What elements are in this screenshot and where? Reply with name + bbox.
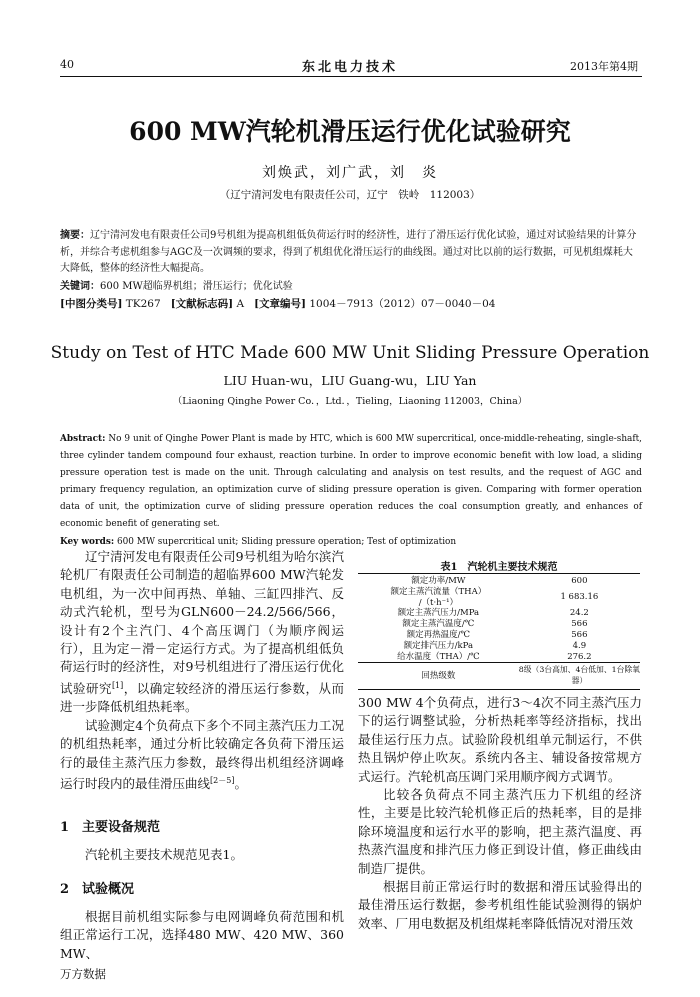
table-cell: 额定主蒸汽温度/℃	[402, 619, 475, 630]
body-left-column	[60, 548, 344, 794]
body-paragraph: 辽宁清河发电有限责任公司9号机组为哈尔滨汽轮机厂有限责任公司制造的超临界600 MW汽轮发电机组，为一次中间再热、单轴、三缸四排汽、反动式汽轮机，型号为GLN600－24.2/566/566，设计有2个主汽门、4个高压调门（为顺序阀运行），且为定－滑－定运行方式。为了提高机组低负荷运行时的经济性，对9号机组进行了滑压运行优化试验研究[1]，以确定较经济的滑压运行参数，从而进一步降低机组热耗率。	[60, 549, 344, 715]
table-cell: 4.9	[572, 640, 587, 651]
authors-en: LIU Huan-wu，LIU Guang-wu，LIU Yan	[223, 373, 477, 388]
journal-issue: 2013年第4期	[570, 60, 638, 73]
table-row	[358, 587, 640, 609]
abstract-cn	[60, 228, 642, 278]
footer-watermark: 万方数据	[60, 967, 106, 981]
table-cell: 24.2	[569, 608, 589, 619]
body-paragraph: 根据目前机组实际参与电网调峰负荷范围和机组正常运行工况，选择480 MW、420 MW、360 MW、	[60, 909, 344, 961]
table-row	[358, 652, 640, 663]
body-paragraph: 试验测定4个负荷点下多个不同主蒸汽压力工况的机组热耗率，通过分析比较确定各负荷下滑压运行的最佳主蒸汽压力参数，最终得出机组经济调峰运行时段内的最佳滑压曲线[2－5]。	[60, 717, 344, 792]
table-cell: 额定功率/MW	[358, 574, 519, 587]
spec-table-wrapper	[358, 573, 640, 690]
table-cell: 额定主蒸汽压力/MPa	[397, 608, 480, 619]
body-paragraph: 比较各负荷点不同主蒸汽压力下机组的经济性，主要是比较汽轮机修正后的热耗率，目的是排除环境温度和运行水平的影响，把主蒸汽温度、再热蒸汽温度和排汽压力修正到设计值，修正曲线由制造厂提供。	[358, 787, 642, 876]
table-caption: 表1 汽轮机主要技术规范	[440, 562, 558, 573]
doc-code-label: [文献标志码]	[170, 298, 234, 310]
clc-label: [中图分类号]	[60, 298, 123, 310]
table-cell: 回热级数	[358, 663, 519, 690]
section-heading: 2 试验概况	[60, 882, 135, 897]
abstract-cn-label: 摘要：	[60, 230, 90, 241]
table-cell: 276.2	[567, 651, 592, 662]
affiliation-cn: （辽宁清河发电有限责任公司，辽宁 铁岭 112003）	[219, 189, 481, 201]
citation-ref: [2－5]	[210, 776, 235, 786]
paper-title-en: Study on Test of HTC Made 600 MW Unit Sliding Pressure Operation	[50, 343, 650, 363]
table-row	[358, 630, 640, 641]
table-cell: 额定排汽压力/kPa	[403, 640, 474, 651]
table-row	[358, 608, 640, 619]
table-cell: 给水温度（THA）/℃	[397, 651, 480, 662]
keywords-cn-label: 关键词：	[60, 281, 100, 292]
authors-cn: 刘焕武，刘广武，刘 炎	[262, 165, 438, 181]
abstract-en	[60, 431, 642, 551]
doc-code: A	[236, 298, 245, 310]
affiliation-en: （Liaoning Qinghe Power Co．，Ltd．，Tieling，Liaoning 112003，China）	[172, 396, 528, 407]
table-row	[358, 574, 640, 587]
table-row	[358, 641, 640, 652]
abstract-cn-text: 辽宁清河发电有限责任公司9号机组为提高机组低负荷运行时的经济性，进行了滑压运行优化试验，通过对试验结果的计算分析，并综合考虑机组参与AGC及一次调频的要求，得到了机组优化滑压运行的曲线图。通过对比以前的运行数据，可见机组煤耗大大降低，整体的经济性大幅提高。	[60, 230, 637, 275]
table-cell: 566	[571, 619, 588, 630]
keywords-en-text: 600 MW supercritical unit; Sliding pressure operation; Test of optimization	[116, 536, 457, 547]
table-row	[358, 663, 640, 690]
abstract-en-text: No 9 unit of Qinghe Power Plant is made by HTC, which is 600 MW supercritical, once-middle-reheating, single-shaft, three cylinder tandem compound four exhaust, reaction turbine. In order to improve economic benefit with low load, a sliding pressure operation test is made on the unit. Through calculating and analysis on test results, and the request of AGC and primary frequency regulation, an optimization curve of sliding pressure operation is given. Comparing with former operation data of unit, the optimization curve of sliding pressure operation reduces the coal consumption greatly, and enhances of economic benefit of generating set.	[60, 434, 642, 530]
table-cell: 8级（3台高加、4台低加、1台除氧器）	[519, 663, 640, 690]
abstract-en-label: Abstract:	[60, 434, 106, 444]
header-divider	[60, 76, 642, 77]
body-right-column	[358, 694, 642, 933]
body-paragraph: 汽轮机主要技术规范见表1。	[85, 847, 243, 862]
keywords-en-label: Key words:	[60, 536, 115, 547]
article-no-label: [文章编号]	[254, 298, 307, 310]
section-heading: 1 主要设备规范	[60, 820, 161, 835]
citation-ref: [1]	[111, 680, 124, 690]
spec-table	[358, 573, 640, 690]
body-paragraph: 300 MW 4个负荷点，进行3～4次不同主蒸汽压力下的运行调整试验，分析热耗率等经济指标，找出最佳运行压力点。试验阶段机组单元制运行，不供热且锅炉停止吹灰。系统内各主、辅设备按常规方式运行。汽轮机高压调门采用顺序阀方式调节。	[358, 695, 642, 784]
classification-line	[60, 296, 642, 313]
paper-title-cn: 600 MW汽轮机滑压运行优化试验研究	[129, 117, 571, 146]
clc-code: TK267	[125, 298, 161, 310]
table-cell: 额定再热温度/℃	[406, 629, 471, 640]
page-number: 40	[60, 58, 74, 71]
body-paragraph: 根据目前正常运行时的数据和滑压试验得出的最佳滑压运行数据，参考机组性能试验测得的锅炉效率、厂用电数据及机组煤耗率降低情况对滑压效	[358, 879, 642, 931]
table-row	[358, 619, 640, 630]
table-cell: 额定主蒸汽流量（THA） /（t·h⁻¹）	[390, 586, 487, 608]
keywords-cn	[60, 279, 642, 296]
body-left-section2	[60, 908, 344, 963]
table-cell: 566	[571, 629, 588, 640]
body-left-section1	[60, 846, 344, 864]
keywords-cn-text: 600 MW超临界机组；滑压运行；优化试验	[100, 281, 293, 292]
table-cell: 1 683.16	[560, 592, 599, 603]
table-cell: 600	[519, 574, 640, 587]
journal-name: 东北电力技术	[301, 60, 398, 75]
article-no: 1004－7913（2012）07－0040－04	[309, 298, 496, 310]
